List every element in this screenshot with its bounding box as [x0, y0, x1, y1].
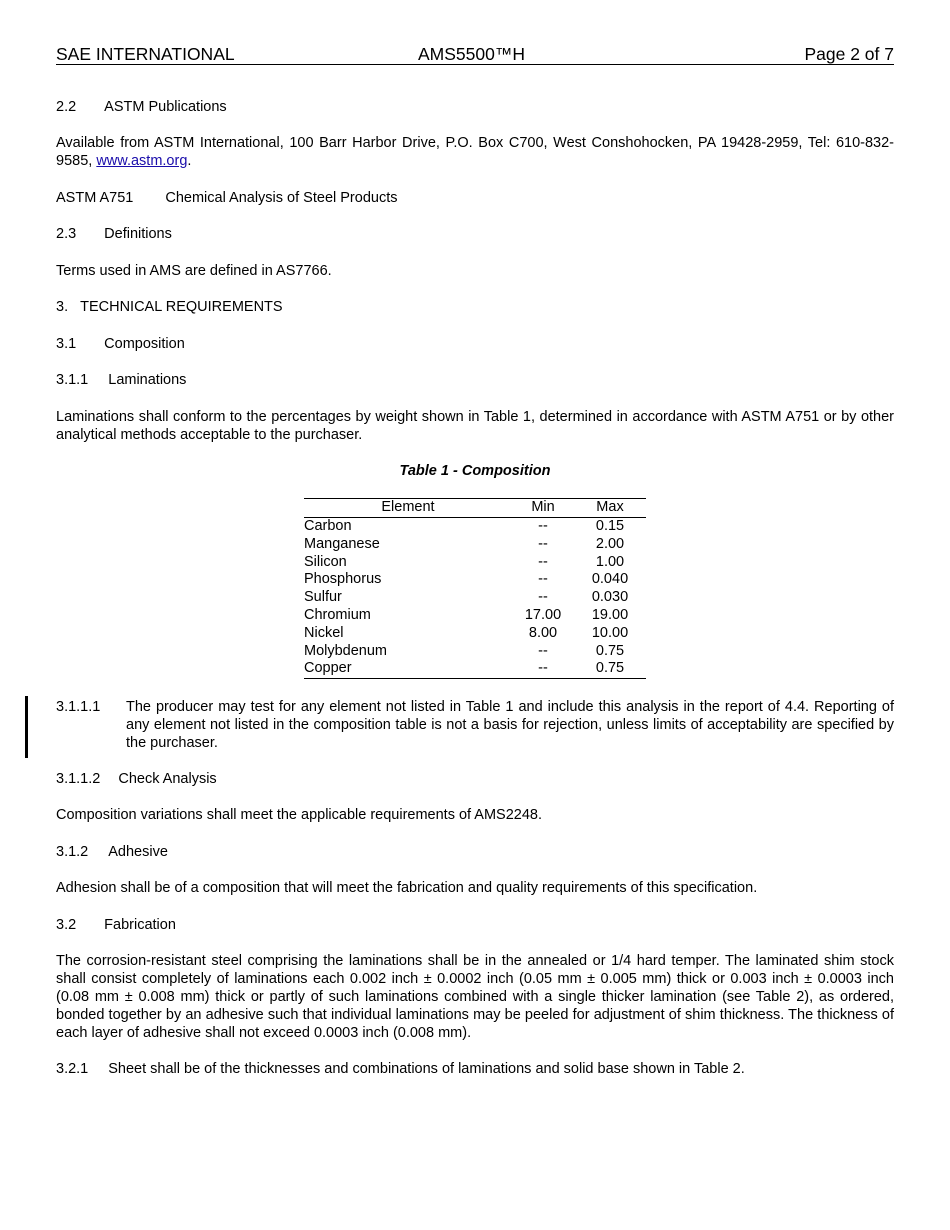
element-cell: Carbon: [304, 518, 352, 534]
max-cell: 0.040: [591, 571, 629, 588]
section-3-heading: [56, 298, 894, 316]
min-cell: 8.00: [528, 624, 558, 641]
section-number: 3.1.1.2: [56, 771, 101, 787]
max-cell: 19.00: [591, 606, 629, 623]
section-number: 3.: [56, 299, 69, 315]
table-row: [304, 536, 646, 554]
element-cell: Molybdenum: [304, 642, 388, 659]
element-cell: Silicon: [304, 553, 347, 570]
section-title: Check Analysis: [118, 771, 217, 787]
section-title: ASTM Publications: [104, 99, 227, 115]
section-text: Sheet shall be of the thicknesses and combinations of laminations and solid base shown in Table 2.: [108, 1061, 745, 1077]
section-3-1-2-heading: [56, 843, 894, 861]
adhesive-paragraph: Adhesion shall be of a composition that will meet the fabrication and quality requirements of this specification.: [56, 880, 758, 896]
laminations-paragraph: Laminations shall conform to the percentages by weight shown in Table 1, determined in accordance with ASTM A751 or by other analytical methods acceptable to the purchaser.: [56, 409, 894, 443]
section-number: 3.1.1: [56, 372, 89, 388]
column-header-element: Element: [304, 499, 512, 518]
section-3-1-1-heading: [56, 371, 894, 389]
section-number: 3.2.1: [56, 1061, 89, 1077]
check-analysis-paragraph: Composition variations shall meet the applicable requirements of AMS2248.: [56, 807, 543, 823]
section-title: Adhesive: [108, 844, 168, 860]
min-cell: --: [538, 642, 548, 659]
element-cell: Sulfur: [304, 589, 342, 606]
min-cell: --: [538, 518, 548, 534]
max-cell: 1.00: [595, 553, 625, 570]
section-3-1-1-2-heading: [56, 770, 894, 788]
reference-code: ASTM A751: [56, 190, 134, 206]
table-row: [304, 660, 646, 678]
max-cell: 0.75: [595, 642, 625, 659]
max-cell: 0.75: [574, 660, 646, 678]
astm-availability-paragraph: [56, 134, 894, 170]
definitions-paragraph: Terms used in AMS are defined in AS7766.: [56, 263, 332, 279]
min-cell: --: [538, 553, 548, 570]
section-2-3-heading: [56, 225, 894, 243]
min-cell: --: [538, 571, 548, 588]
column-header-min: Min: [512, 499, 574, 518]
composition-table: [304, 498, 646, 679]
element-cell: Phosphorus: [304, 571, 382, 588]
table-row: [304, 643, 646, 661]
section-title: TECHNICAL REQUIREMENTS: [80, 299, 283, 315]
section-number: 2.2: [56, 99, 77, 115]
section-3-1-heading: [56, 335, 894, 353]
page-header: [56, 44, 894, 65]
section-3-1-1-1-paragraph: [56, 698, 894, 752]
section-number: 2.3: [56, 226, 77, 242]
section-number: 3.1: [56, 336, 77, 352]
element-cell: Chromium: [304, 606, 371, 623]
reference-title: Chemical Analysis of Steel Products: [165, 190, 398, 206]
section-title: Laminations: [108, 372, 187, 388]
max-cell: 10.00: [591, 624, 629, 641]
astm-website-link[interactable]: www.astm.org: [96, 153, 188, 169]
element-cell: Copper: [304, 660, 512, 678]
section-title: Composition: [104, 336, 185, 352]
min-cell: 17.00: [524, 606, 562, 623]
section-number: 3.1.2: [56, 844, 89, 860]
max-cell: 2.00: [595, 535, 625, 552]
astm-availability-end: .: [187, 153, 192, 169]
section-number: 3.2: [56, 917, 77, 933]
fabrication-paragraph: The corrosion-resistant steel comprising the laminations shall be in the annealed or 1/4 hard temper. The laminated shim stock shall consist completely of laminations each 0.002 inch ± 0.0002 inch (0.05 mm ± 0.005 mm) thick or 0.003 inch ± 0.0003 inch (0.08 mm ± 0.008 mm) thick or partly of such laminations combined with a single thicker lamination (see Table 2), as ordered, bonded together by an adhesive such that individual laminations may be peeled for adjustment of shim thickness. The thickness of each layer of adhesive shall not exceed 0.0003 inch (0.008 mm).: [56, 953, 894, 1041]
astm-a751-reference: [56, 189, 894, 207]
header-doc-id: AMS5500™H: [418, 44, 525, 64]
section-3-2-1-paragraph: [56, 1060, 894, 1078]
section-number: 3.1.1.1: [56, 699, 101, 715]
table-row: [304, 554, 646, 572]
max-cell: 0.030: [591, 589, 629, 606]
table-header-row: [304, 499, 646, 518]
min-cell: --: [538, 535, 548, 552]
table-row: [304, 571, 646, 589]
table-1-caption: Table 1 - Composition: [399, 463, 551, 479]
element-cell: Nickel: [304, 624, 344, 641]
section-3-2-heading: [56, 916, 894, 934]
section-title: Definitions: [104, 226, 172, 242]
column-header-max: Max: [574, 499, 646, 518]
table-row: [304, 625, 646, 643]
min-cell: --: [512, 660, 574, 678]
astm-availability-text: Available from ASTM International, 100 Barr Harbor Drive, P.O. Box C700, West Conshohocken, PA 19428-2959, Tel: 610-832-9585,: [56, 135, 894, 169]
revision-change-bar: [25, 696, 28, 758]
section-text: The producer may test for any element not listed in Table 1 and include this analysis in the report of 4.4. Reporting of any element not listed in the composition table is not a basis for rejection, unless limits of acceptability are specified by the purchaser.: [126, 699, 894, 751]
section-title: Fabrication: [104, 917, 176, 933]
min-cell: --: [538, 589, 548, 606]
max-cell: 0.15: [595, 518, 625, 534]
table-row: [304, 518, 646, 536]
section-2-2-heading: [56, 98, 894, 116]
table-row: [304, 607, 646, 625]
element-cell: Manganese: [304, 535, 380, 552]
table-row: [304, 589, 646, 607]
header-page-number: Page 2 of 7: [804, 44, 894, 64]
header-org: SAE INTERNATIONAL: [56, 44, 235, 64]
